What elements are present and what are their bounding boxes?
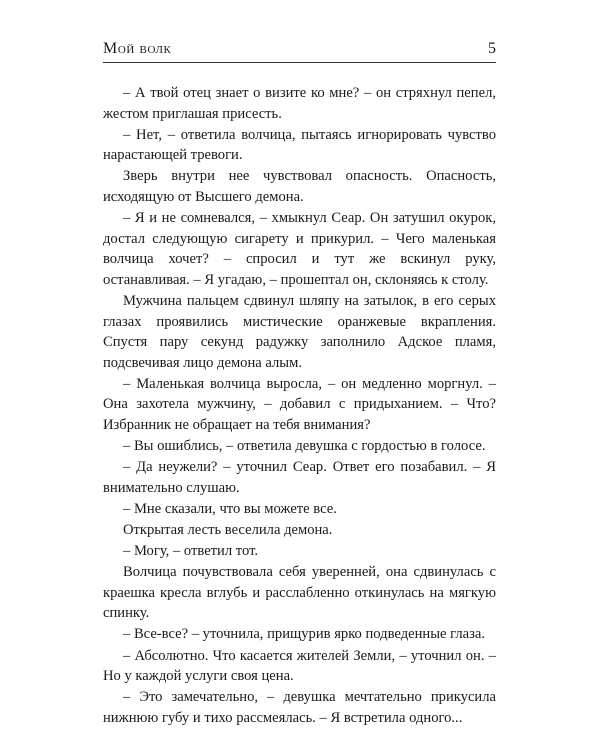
page-body: [103, 83, 496, 729]
paragraph: – Вы ошиблись, – ответила девушка с гордостью в голосе.: [123, 438, 486, 455]
paragraph: – Маленькая волчица выросла, – он медленно моргнул. – Она захотела мужчину, – добавил с придыханием. – Что? Избранник не обращает на тебя внимания?: [103, 375, 496, 433]
paragraph: – Абсолютно. Что касается жителей Земли, – уточнил он. – Но у каждой услуги своя цена.: [103, 647, 496, 685]
paragraph: – Я и не сомневался, – хмыкнул Сеар. Он затушил окурок, достал следующую сигарету и прикурил. – Чего маленькая волчица хочет? – спросил и тут же вскинул руку, останавливая. – Я угадаю, – прошептал он, склоняясь к столу.: [103, 210, 496, 288]
paragraph: – Нет, – ответила волчица, пытаясь игнорировать чувство нарастающей тревоги.: [103, 126, 496, 164]
page-header: [103, 40, 496, 63]
paragraph: – Да неужели? – уточнил Сеар. Ответ его позабавил. – Я внимательно слушаю.: [103, 459, 496, 496]
paragraph: – Мне сказали, что вы можете все.: [123, 500, 337, 517]
page-number: 5: [488, 40, 496, 57]
paragraph: Зверь внутри нее чувствовал опасность. Опасность, исходящую от Высшего демона.: [103, 168, 496, 205]
paragraph: Мужчина пальцем сдвинул шляпу на затылок, в его серых глазах проявились мистические оранжевые вкрапления. Спустя пару секунд радужку заполнило Адское пламя, подсвечивая лицо демона алым.: [103, 292, 496, 371]
paragraph: – А твой отец знает о визите ко мне? – он стряхнул пепел, жестом приглашая присесть.: [103, 85, 496, 122]
paragraph: Открытая лесть веселила демона.: [123, 521, 333, 538]
paragraph: – Могу, – ответил тот.: [123, 543, 259, 560]
paragraph: – Это замечательно, – девушка мечтательно прикусила нижнюю губу и тихо рассмеялась. – Я встретила одного...: [103, 689, 496, 726]
paragraph: – Все-все? – уточнила, прищурив ярко подведенные глаза.: [123, 626, 486, 643]
running-title: Мой волк: [103, 40, 172, 57]
paragraph: Волчица почувствовала себя уверенней, она сдвинулась с краешка кресла вглубь и расслабленно откинулась на мягкую спинку.: [103, 564, 496, 622]
